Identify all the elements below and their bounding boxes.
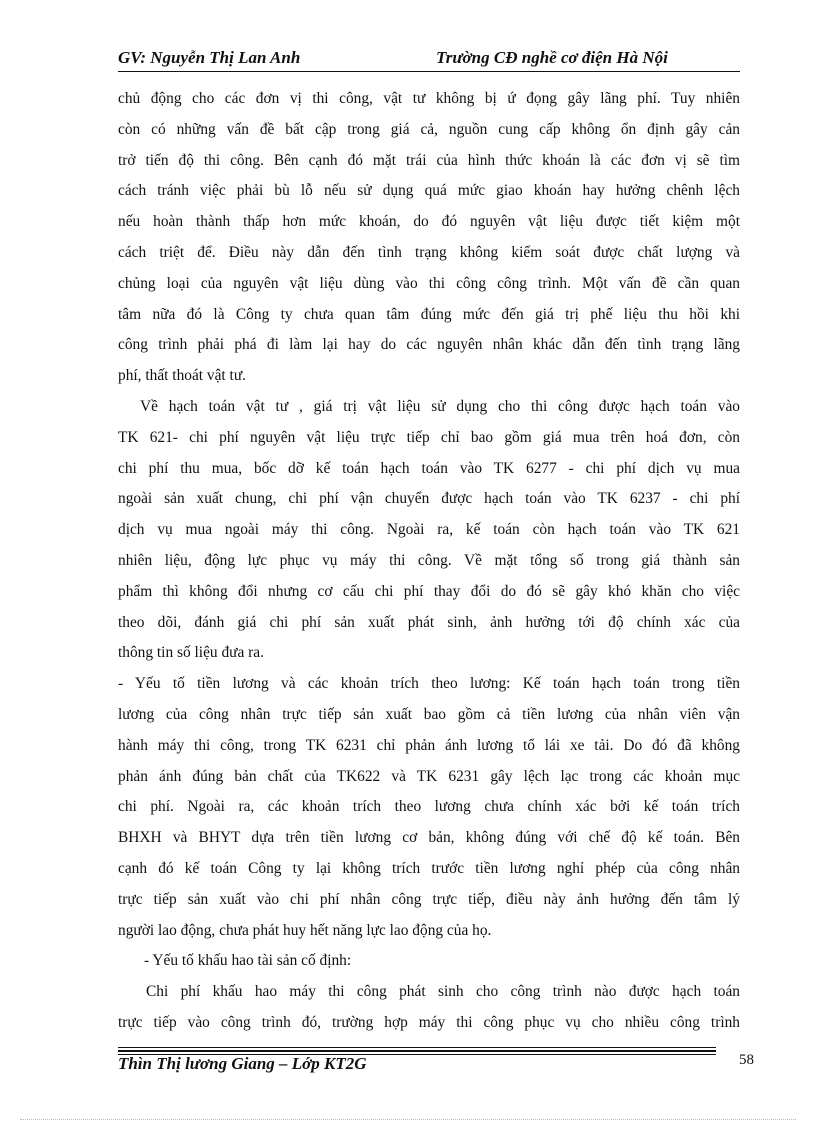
text-line: công trình phải phá đi làm lại hay do các nguyên nhân khác dẫn đến tình trạng lãng <box>118 336 740 354</box>
text-line: cạnh đó kế toán Công ty lại không trích trước tiền lương nghỉ phép của công nhân <box>118 859 740 877</box>
header-school: Trường CĐ nghề cơ điện Hà Nội <box>436 48 668 67</box>
text-line: Chi phí khấu hao máy thi công phát sinh cho công trình nào được hạch toán <box>146 983 740 1001</box>
text-line: trực tiếp sản xuất vào chi phí nhân công trực tiếp, điều này ảnh hưởng đến tâm lý <box>118 890 740 908</box>
text-line: chủ động cho các đơn vị thi công, vật tư không bị ứ đọng gây lãng phí. Tuy nhiên <box>118 90 740 107</box>
page-header <box>118 48 740 72</box>
text-line: BHXH và BHYT dựa trên tiền lương cơ bản, không đúng với chế độ kế toán. Bên <box>118 829 740 847</box>
text-line: phẩm thì không đổi nhưng cơ cấu chi phí thay đổi do đó sẽ gây khó khăn cho việc <box>118 582 740 600</box>
text-line: TK 621- chi phí nguyên vật liệu trực tiếp chỉ bao gồm giá mua trên hoá đơn, còn <box>118 428 740 446</box>
header-author: GV: Nguyễn Thị Lan Anh <box>118 48 301 67</box>
text-line: người lao động, chưa phát huy hết năng lực lao động của họ. <box>118 921 492 939</box>
text-line: lương của công nhân trực tiếp sản xuất bao gồm cả tiền lương của nhân viên vận <box>118 705 740 723</box>
text-line: tâm nữa đó là Công ty chưa quan tâm đúng mức đến giá trị phế liệu thu hồi khi <box>118 305 740 323</box>
text-line: còn có những vấn đề bất cập trong giá cả, nguồn cung cấp không ổn định gây cản <box>118 120 740 138</box>
text-line: chủng loại của nguyên vật liệu dùng vào thi công công trình. Một vấn đề cần quan <box>118 274 740 292</box>
page-bottom-divider <box>20 1119 796 1120</box>
footer-author: Thìn Thị lương Giang – Lớp KT2G <box>118 1054 367 1073</box>
text-line: nhiên liệu, động lực phục vụ máy thi công. Về mặt tổng số trong giá thành sản <box>118 551 740 569</box>
text-line: theo dõi, đánh giá chi phí sản xuất phát sinh, ảnh hưởng tới độ chính xác của <box>118 613 740 631</box>
text-line: phản ánh đúng bản chất của TK622 và TK 6231 gây lệch lạc trong các khoản mục <box>118 767 740 785</box>
footer-rule <box>118 1047 716 1048</box>
text-line: phí, thất thoát vật tư. <box>118 367 247 385</box>
text-line: thông tin số liệu đưa ra. <box>118 644 264 662</box>
text-line: nếu hoàn thành thấp hơn mức khoán, do đó nguyên vật liệu được tiết kiệm một <box>118 213 740 231</box>
text-line: - Yếu tố tiền lương và các khoản trích theo lương: Kế toán hạch toán trong tiền <box>118 675 740 693</box>
page-number: 58 <box>739 1052 754 1068</box>
text-line: chi phí thu mua, bốc dỡ kế toán hạch toán vào TK 6277 - chi phí dịch vụ mua <box>118 459 740 477</box>
text-line: cách tránh việc phải bù lỗ nếu sử dụng quá mức giao khoán hay hưởng chênh lệch <box>118 182 740 200</box>
text-line: - Yếu tố khấu hao tài sản cố định: <box>144 952 352 970</box>
header-rule <box>118 71 740 72</box>
text-line: hành máy thi công, trong TK 6231 chỉ phản ánh lương tổ lái xe tải. Do đó đã không <box>118 736 740 754</box>
text-line: trở tiến độ thi công. Bên cạnh đó mặt trái của hình thức khoán là các đơn vị sẽ tìm <box>118 151 740 169</box>
text-line: Về hạch toán vật tư , giá trị vật liệu sử dụng cho thi công được hạch toán vào <box>140 397 740 415</box>
text-line: cách triệt để. Điều này dẫn đến tình trạng không kiểm soát được chất lượng và <box>118 243 740 261</box>
text-line: dịch vụ mua ngoài máy thi công. Ngoài ra, kế toán còn hạch toán vào TK 621 <box>118 521 740 539</box>
body-text <box>118 84 740 1039</box>
footer-rule <box>118 1050 716 1052</box>
text-line: trực tiếp vào công trình đó, trường hợp máy thi công phục vụ cho nhiều công trình <box>118 1013 740 1031</box>
text-line: chi phí. Ngoài ra, các khoản trích theo lương chưa chính xác bởi kế toán trích <box>118 798 740 816</box>
text-line: ngoài sản xuất chung, chi phí vận chuyển được hạch toán vào TK 6237 - chi phí <box>118 490 740 508</box>
